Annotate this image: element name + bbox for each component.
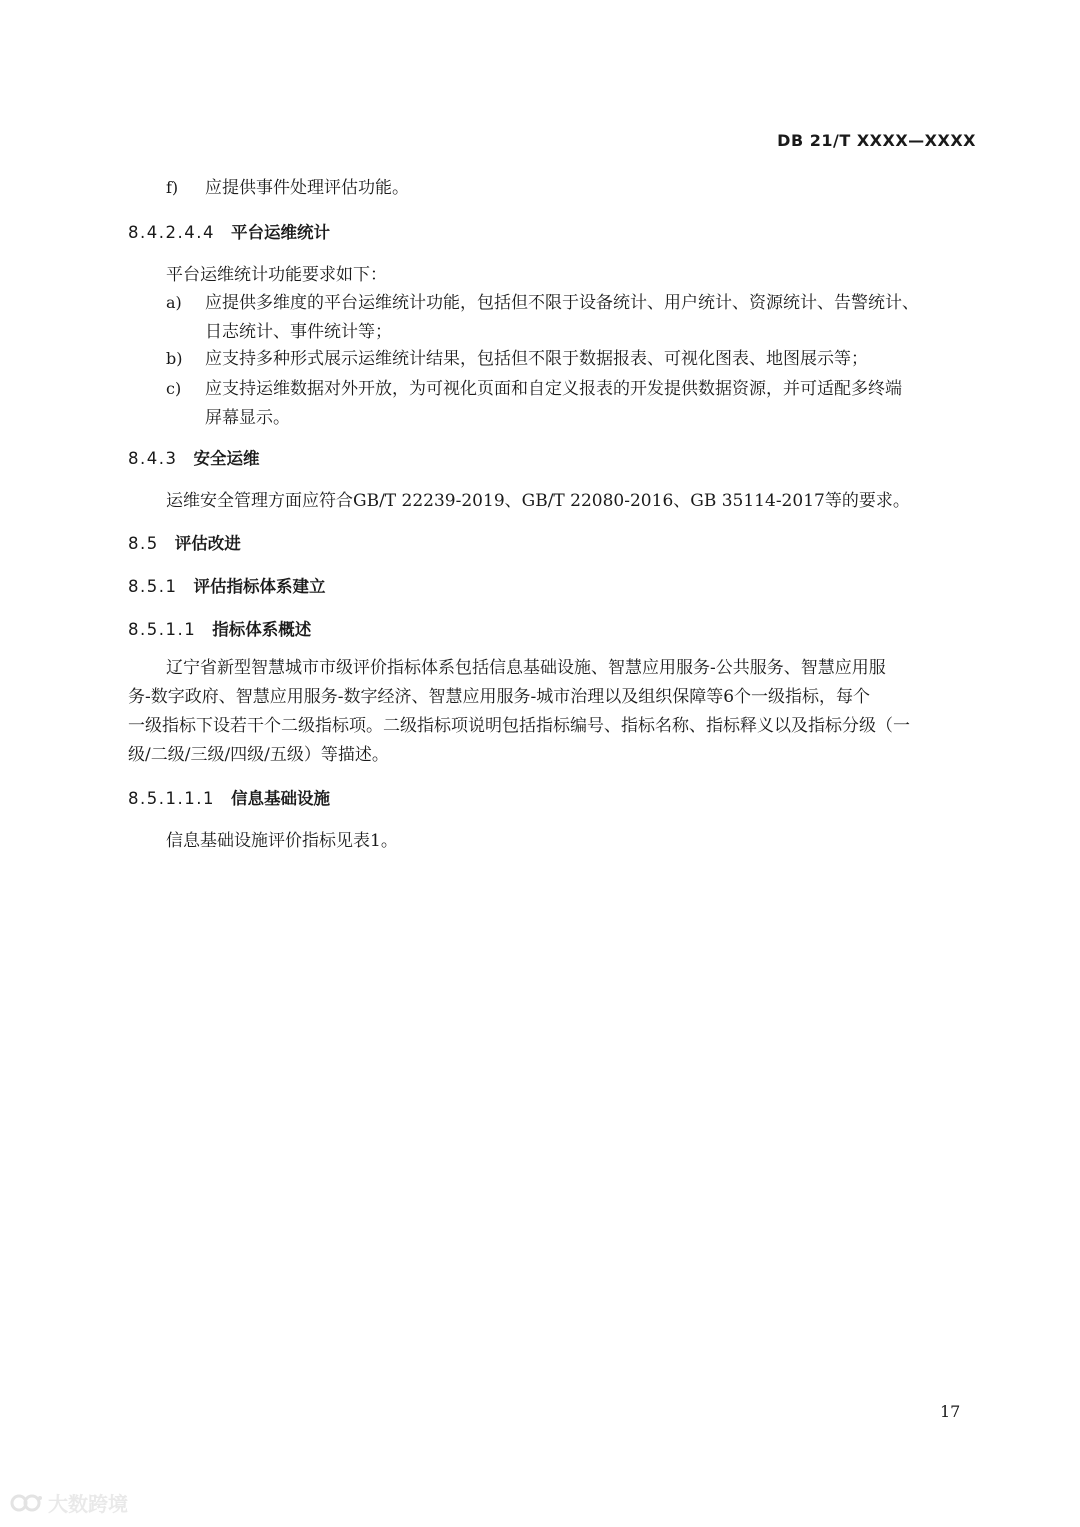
paragraph-overview-line: 辽宁省新型智慧城市市级评价指标体系包括信息基础设施、智慧应用服务-公共服务、智慧应用服 xyxy=(166,658,886,678)
list-item-text: 应提供多维度的平台运维统计功能，包括但不限于设备统计、用户统计、资源统计、告警统计、 xyxy=(205,293,919,313)
list-item-text: 应支持运维数据对外开放，为可视化页面和自定义报表的开发提供数据资源，并可适配多终端 xyxy=(205,379,902,399)
paragraph-overview-line: 级/二级/三级/四级/五级）等描述。 xyxy=(128,745,389,765)
section-heading-8-4-3 xyxy=(128,448,259,470)
list-marker: c) xyxy=(166,379,182,398)
watermark xyxy=(10,1488,128,1517)
section-number: 8.4.2.4.4 xyxy=(128,223,215,242)
list-item-text: 应支持多种形式展示运维统计结果，包括但不限于数据报表、可视化图表、地图展示等； xyxy=(205,349,868,369)
section-title: 评估指标体系建立 xyxy=(193,577,326,596)
section-heading-8-5-1-1 xyxy=(128,619,311,641)
section-heading-8-5-1 xyxy=(128,576,325,598)
section-title: 信息基础设施 xyxy=(230,789,330,808)
section-heading-8-5-1-1-1 xyxy=(128,788,330,810)
list-marker: b) xyxy=(166,349,183,368)
paragraph-overview-line: 务-数字政府、智慧应用服务-数字经济、智慧应用服务-城市治理以及组织保障等6个一级指标，每个 xyxy=(128,687,871,707)
list-item-text: 应提供事件处理评估功能。 xyxy=(205,178,409,198)
section-title: 安全运维 xyxy=(193,449,260,468)
section-number: 8.5 xyxy=(128,534,159,553)
section-number: 8.5.1.1 xyxy=(128,620,197,639)
list-item-text-continued: 屏幕显示。 xyxy=(205,408,290,428)
section-number: 8.4.3 xyxy=(128,449,178,468)
page-number: 17 xyxy=(940,1402,961,1421)
list-marker: a) xyxy=(166,293,182,312)
section-heading-8-4-2-4-4 xyxy=(128,222,330,244)
section-number: 8.5.1 xyxy=(128,577,178,596)
list-marker: f) xyxy=(166,178,179,197)
watermark-logo-icon xyxy=(10,1492,44,1514)
section-title: 平台运维统计 xyxy=(230,223,330,242)
paragraph-infrastructure: 信息基础设施评价指标见表1。 xyxy=(166,831,398,851)
section-heading-8-5 xyxy=(128,533,241,555)
section-title: 指标体系概述 xyxy=(212,620,312,639)
paragraph-stats-intro: 平台运维统计功能要求如下： xyxy=(166,265,387,285)
paragraph-overview-line: 一级指标下设若干个二级指标项。二级指标项说明包括指标编号、指标名称、指标释义以及指标分级（一 xyxy=(128,716,910,736)
watermark-text: 大数跨境 xyxy=(48,1492,128,1516)
list-item-text-continued: 日志统计、事件统计等； xyxy=(205,322,392,342)
document-code-header: DB 21/T XXXX—XXXX xyxy=(777,131,976,150)
section-title: 评估改进 xyxy=(174,534,241,553)
section-number: 8.5.1.1.1 xyxy=(128,789,215,808)
paragraph-security: 运维安全管理方面应符合GB/T 22239-2019、GB/T 22080-2016、GB 35114-2017等的要求。 xyxy=(166,491,910,511)
